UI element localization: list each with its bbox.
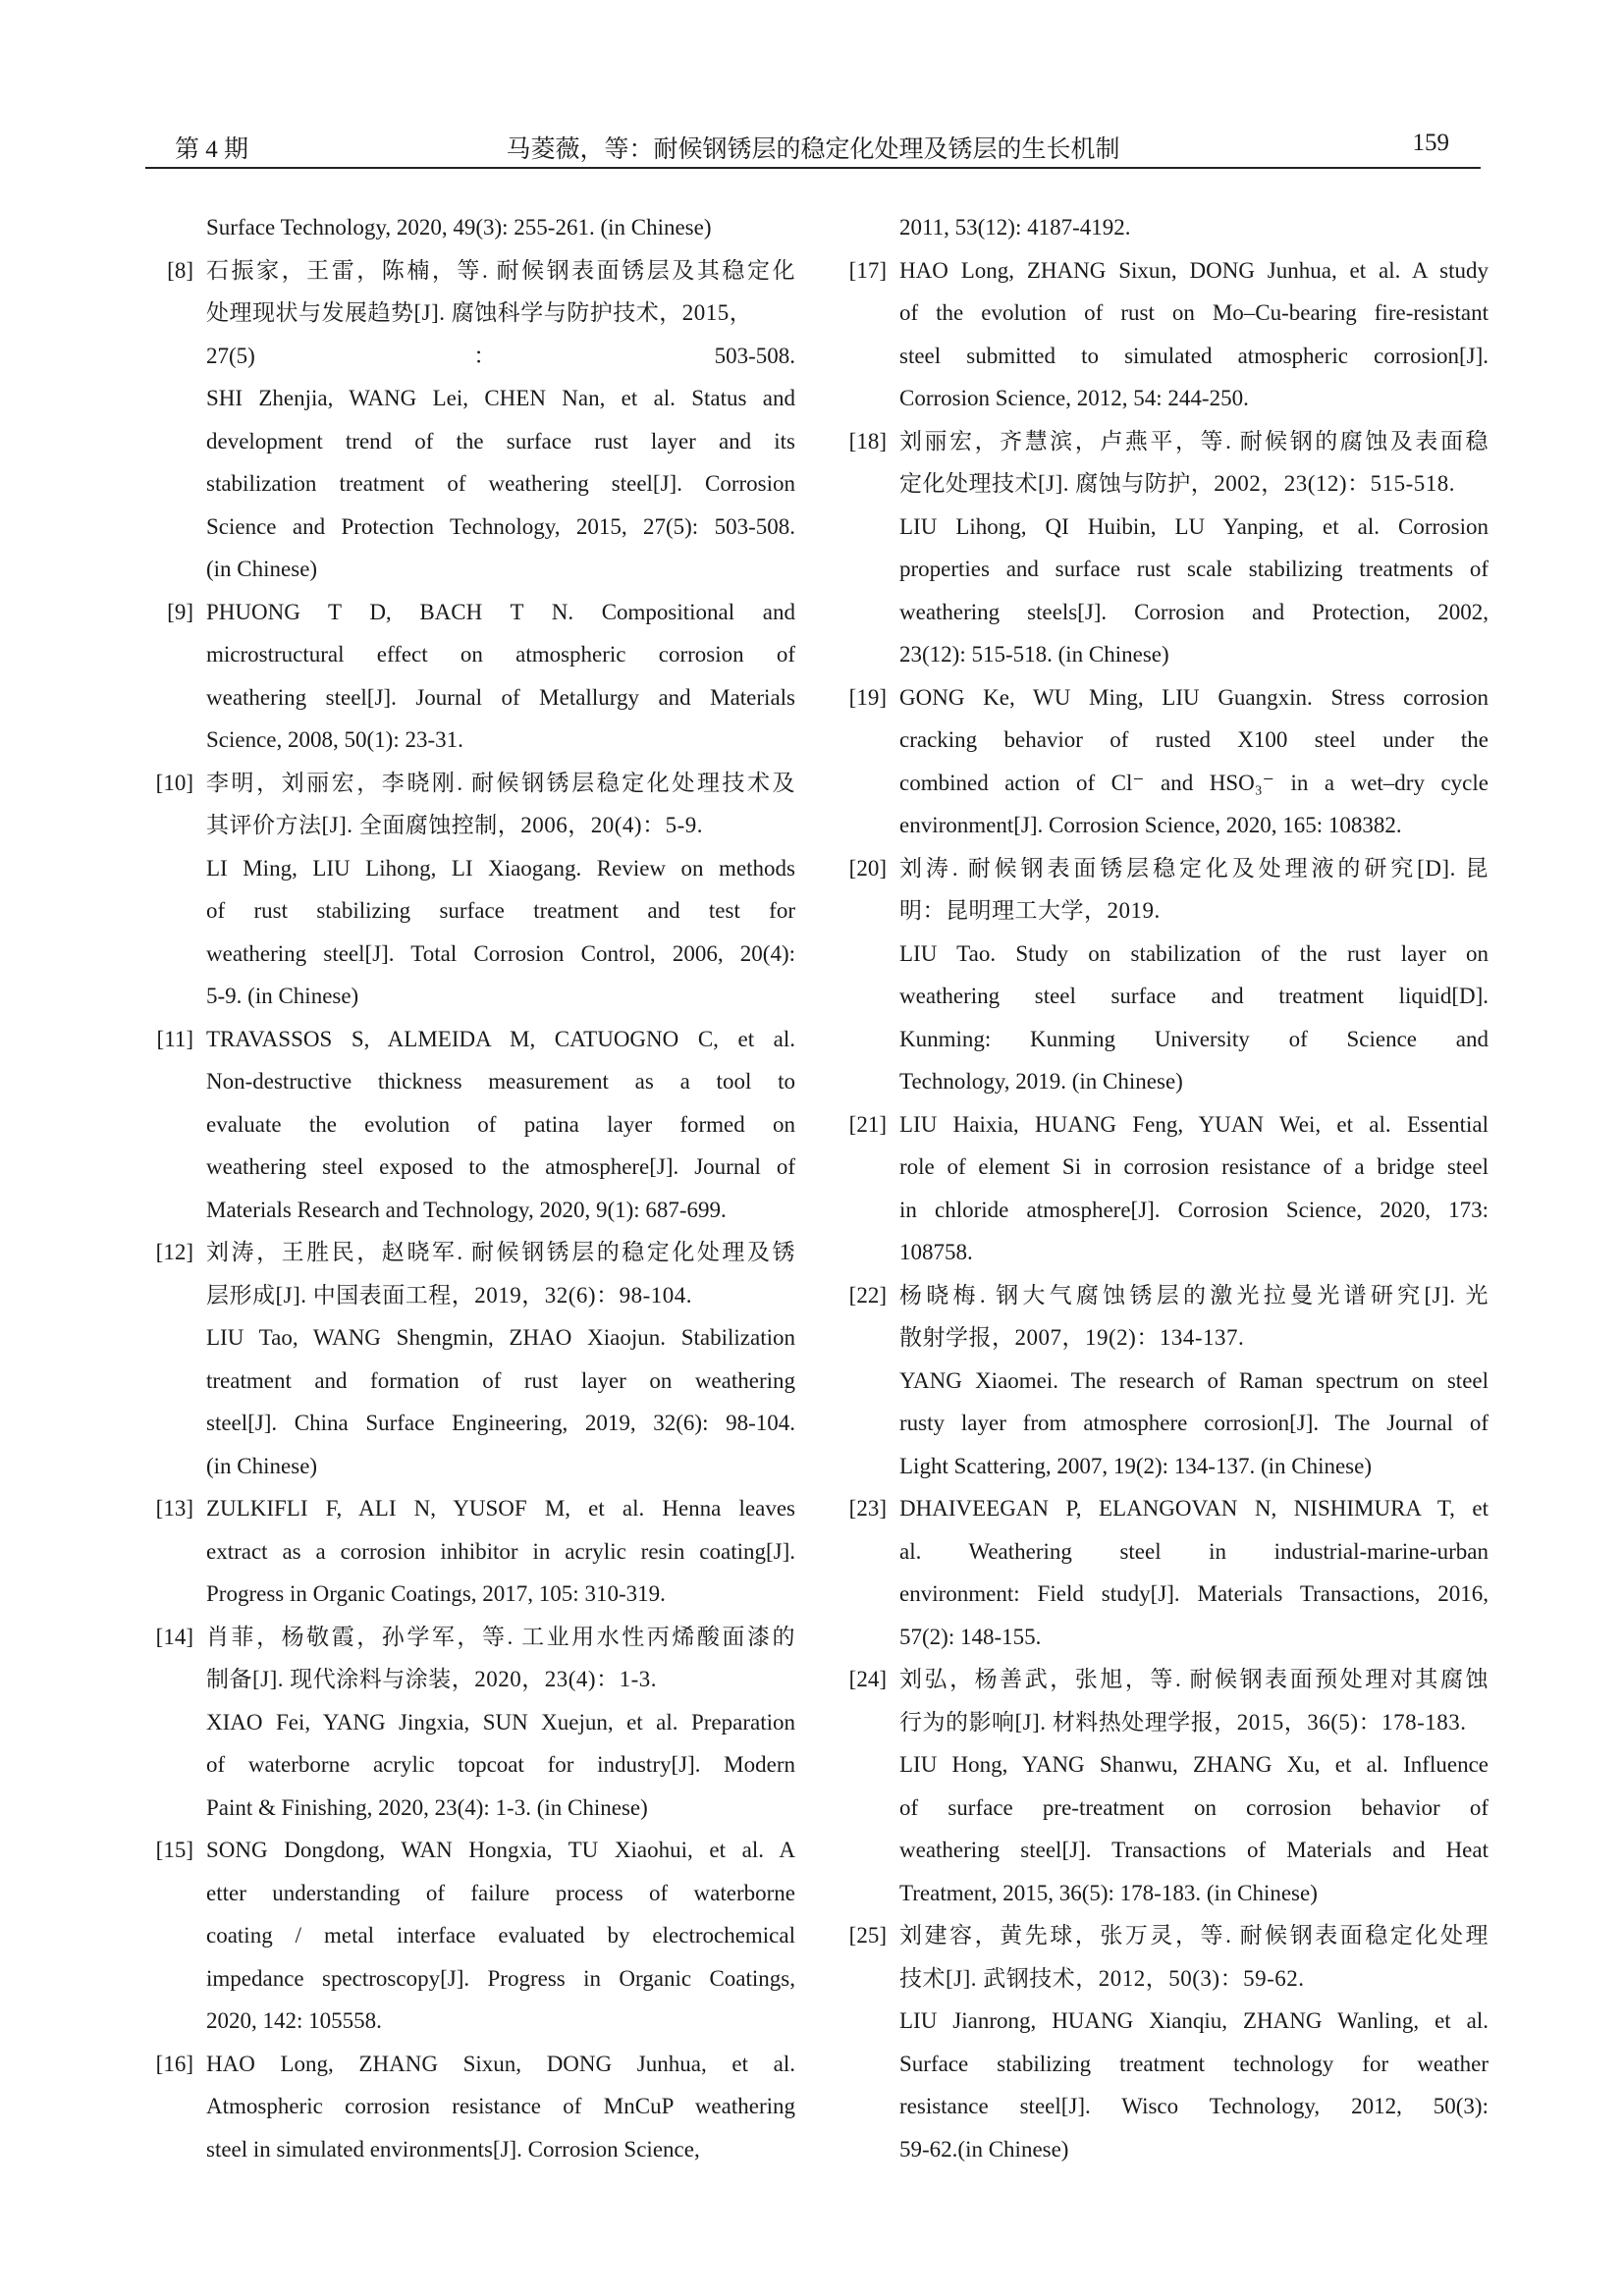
reference-line: LIU Jianrong, HUANG Xianqiu, ZHANG Wanling, et al. [899, 2008, 1489, 2033]
reference-line: weathering steel[J]. Journal of Metallurgy and Materials [206, 684, 795, 710]
reference-line: (in Chinese) [206, 557, 318, 581]
reference-line: steel[J]. China Surface Engineering, 2019, 32(6): 98-104. [206, 1411, 795, 1435]
reference-line: extract as a corrosion inhibitor in acrylic resin coating[J]. [206, 1538, 795, 1564]
reference-line: DHAIVEEGAN P, ELANGOVAN N, NISHIMURA T, et [899, 1496, 1489, 1521]
reference-line: 2020, 142: 105558. [206, 2008, 382, 2033]
reference-line: LI Ming, LIU Lihong, LI Xiaogang. Review on methods [206, 855, 795, 881]
reference-number: [16] [155, 2051, 193, 2076]
reference-line: 石振家，王雷，陈楠，等. 耐候钢表面锈层及其稳定化 [206, 257, 795, 283]
reference-line: in chloride atmosphere[J]. Corrosion Science, 2020, 173: [899, 1197, 1489, 1222]
reference-line: microstructural effect on atmospheric corrosion of [206, 642, 795, 667]
reference-line: Materials Research and Technology, 2020, 9(1): 687-699. [206, 1197, 727, 1222]
reference-line: 杨晓梅. 钢大气腐蚀锈层的激光拉曼光谱研究[J]. 光 [899, 1282, 1489, 1308]
reference-line: cracking behavior of rusted X100 steel under the [899, 727, 1489, 752]
reference-entry [147, 1829, 795, 2043]
reference-entry [840, 420, 1489, 676]
reference-number: [22] [848, 1282, 887, 1308]
reference-entry [840, 249, 1489, 420]
reference-line: 59-62.(in Chinese) [899, 2136, 1069, 2162]
reference-number: [20] [848, 855, 887, 881]
reference-line: Non-destructive thickness measurement as a tool to [206, 1069, 795, 1094]
reference-line: LIU Hong, YANG Shanwu, ZHANG Xu, et al. Influence [899, 1752, 1489, 1777]
reference-line: 刘建容，黄先球，张万灵，等. 耐候钢表面稳定化处理 [899, 1923, 1489, 1948]
reference-entry [840, 1103, 1489, 1274]
reference-entry [840, 676, 1489, 847]
reference-line: 刘涛，王胜民，赵晓军. 耐候钢锈层的稳定化处理及锈 [206, 1240, 795, 1264]
reference-line: TRAVASSOS S, ALMEIDA M, CATUOGNO C, et al. [206, 1026, 795, 1051]
reference-number: [11] [156, 1026, 193, 1051]
reference-number: [17] [848, 257, 887, 283]
reference-line: Kunming: Kunming University of Science and [899, 1026, 1489, 1051]
reference-line: steel submitted to simulated atmospheric corrosion[J]. [899, 343, 1489, 368]
reference-entry [840, 1914, 1489, 2170]
reference-entry [147, 1231, 795, 1487]
reference-line: Surface Technology, 2020, 49(3): 255-261. (in Chinese) [206, 215, 712, 240]
reference-line: Paint & Finishing, 2020, 23(4): 1-3. (in Chinese) [206, 1794, 648, 1820]
reference-line: Corrosion Science, 2012, 54: 244-250. [899, 386, 1249, 410]
reference-line: etter understanding of failure process of waterborne [206, 1880, 795, 1905]
reference-entry [147, 206, 795, 249]
reference-line: role of element Si in corrosion resistance of a bridge steel [899, 1154, 1489, 1179]
reference-line: 定化处理技术[J]. 腐蚀与防护，2002，23(12)：515-518. [899, 471, 1455, 496]
reference-line: HAO Long, ZHANG Sixun, DONG Junhua, et al. [206, 2051, 795, 2076]
reference-line: PHUONG T D, BACH T N. Compositional and [206, 599, 795, 624]
reference-line: XIAO Fei, YANG Jingxia, SUN Xuejun, et al. Preparation [206, 1709, 795, 1735]
reference-line: Treatment, 2015, 36(5): 178-183. (in Chinese) [899, 1880, 1318, 1905]
reference-line: Light Scattering, 2007, 19(2): 134-137. (in Chinese) [899, 1453, 1373, 1478]
reference-number: [10] [155, 770, 193, 795]
running-title: 马菱薇，等：耐候钢锈层的稳定化处理及锈层的生长机制 [506, 136, 1120, 163]
reference-line: 其评价方法[J]. 全面腐蚀控制，2006，20(4)：5-9. [206, 813, 703, 837]
reference-entry [147, 249, 795, 591]
reference-line: 57(2): 148-155. [899, 1624, 1042, 1649]
reference-line: weathering steel[J]. Transactions of Materials and Heat [899, 1838, 1489, 1862]
reference-line: Science and Protection Technology, 2015, 27(5): 503-508. [206, 513, 795, 539]
reference-entry [147, 1616, 795, 1830]
reference-line: 刘丽宏，齐慧滨，卢燕平，等. 耐候钢的腐蚀及表面稳 [899, 428, 1489, 454]
reference-line: weathering steel surface and treatment liquid[D]. [899, 984, 1489, 1008]
reference-number: [15] [155, 1838, 193, 1862]
reference-line: HAO Long, ZHANG Sixun, DONG Junhua, et al. A study [899, 257, 1489, 283]
reference-line: LIU Tao, WANG Shengmin, ZHAO Xiaojun. Stabilization [206, 1325, 795, 1350]
reference-entry [840, 847, 1489, 1103]
reference-line: weathering steels[J]. Corrosion and Protection, 2002, [899, 599, 1489, 624]
reference-number: [19] [848, 684, 887, 710]
reference-number: [14] [155, 1624, 193, 1649]
reference-line: stabilization treatment of weathering steel[J]. Corrosion [206, 471, 795, 496]
reference-line: LIU Lihong, QI Huibin, LU Yanping, et al. Corrosion [899, 513, 1489, 539]
references-left-column [147, 206, 795, 2170]
reference-number: [18] [848, 428, 887, 454]
reference-line: 刘涛. 耐候钢表面锈层稳定化及处理液的研究[D]. 昆 [899, 855, 1489, 881]
reference-line: evaluate the evolution of patina layer formed on [206, 1111, 795, 1137]
reference-line: 108758. [899, 1240, 973, 1264]
reference-entry [147, 2043, 795, 2171]
reference-line: impedance spectroscopy[J]. Progress in Organic Coatings, [206, 1965, 795, 1991]
reference-line: environment[J]. Corrosion Science, 2020, 165: 108382. [899, 813, 1402, 837]
reference-line: combined action of Cl⁻ and HSO₃⁻ in a wet–dry cycle [899, 770, 1489, 795]
reference-line: 27(5)：503-508. [206, 343, 795, 368]
reference-line: SHI Zhenjia, WANG Lei, CHEN Nan, et al. Status and [206, 386, 795, 410]
reference-line: Surface stabilizing treatment technology for weather [899, 2051, 1489, 2076]
reference-line: steel in simulated environments[J]. Corrosion Science, [206, 2136, 700, 2162]
reference-line: LIU Tao. Study on stabilization of the rust layer on [899, 940, 1489, 966]
references-right-column [840, 206, 1489, 2170]
reference-line: treatment and formation of rust layer on weathering [206, 1367, 795, 1393]
reference-line: YANG Xiaomei. The research of Raman spectrum on steel [899, 1367, 1489, 1393]
reference-line: ZULKIFLI F, ALI N, YUSOF M, et al. Henna leaves [206, 1496, 795, 1521]
reference-line: weathering steel[J]. Total Corrosion Control, 2006, 20(4): [206, 940, 795, 966]
reference-line: LIU Haixia, HUANG Feng, YUAN Wei, et al. Essential [899, 1111, 1489, 1137]
reference-line: of rust stabilizing surface treatment and test for [206, 898, 795, 923]
reference-line: rusty layer from atmosphere corrosion[J]. The Journal of [899, 1411, 1489, 1435]
reference-number: [13] [155, 1496, 193, 1521]
reference-entry [147, 1018, 795, 1232]
reference-line: 技术[J]. 武钢技术，2012，50(3)：59-62. [899, 1965, 1305, 1991]
reference-entry [840, 1274, 1489, 1488]
reference-entry [840, 206, 1489, 249]
reference-line: of waterborne acrylic topcoat for industry[J]. Modern [206, 1752, 795, 1777]
reference-line: 层形成[J]. 中国表面工程，2019，32(6)：98-104. [206, 1282, 692, 1308]
reference-line: 刘弘，杨善武，张旭，等. 耐候钢表面预处理对其腐蚀 [899, 1667, 1489, 1691]
page-number: 159 [1412, 130, 1449, 156]
reference-entry [840, 1487, 1489, 1658]
reference-line: resistance steel[J]. Wisco Technology, 2012, 50(3): [899, 2094, 1489, 2118]
reference-line: GONG Ke, WU Ming, LIU Guangxin. Stress corrosion [899, 684, 1489, 710]
reference-number: [21] [848, 1111, 887, 1137]
reference-number: [8] [167, 257, 193, 283]
reference-line: 5-9. (in Chinese) [206, 984, 359, 1008]
reference-number: [23] [848, 1496, 887, 1521]
reference-line: 2011, 53(12): 4187-4192. [899, 215, 1131, 240]
reference-line: 23(12): 515-518. (in Chinese) [899, 642, 1169, 667]
reference-line: 散射学报，2007，19(2)：134-137. [899, 1325, 1245, 1350]
reference-line: Progress in Organic Coatings, 2017, 105: 310-319. [206, 1581, 666, 1606]
reference-entry [147, 762, 795, 1018]
reference-entry [147, 1487, 795, 1616]
reference-number: [24] [848, 1667, 887, 1691]
reference-line: environment: Field study[J]. Materials Transactions, 2016, [899, 1581, 1489, 1606]
reference-line: 肖菲，杨敬霞，孙学军，等. 工业用水性丙烯酸面漆的 [206, 1624, 795, 1649]
issue-number: 第 4 期 [175, 136, 249, 163]
reference-entry [840, 1658, 1489, 1914]
reference-line: 行为的影响[J]. 材料热处理学报，2015，36(5)：178-183. [899, 1709, 1467, 1735]
reference-number: [25] [848, 1923, 887, 1948]
reference-line: al. Weathering steel in industrial-marine-urban [899, 1538, 1489, 1564]
reference-entry [147, 591, 795, 762]
reference-line: 李明，刘丽宏，李晓刚. 耐候钢锈层稳定化处理技术及 [206, 770, 795, 795]
reference-line: (in Chinese) [206, 1453, 318, 1478]
reference-number: [12] [155, 1240, 193, 1264]
reference-line: SONG Dongdong, WAN Hongxia, TU Xiaohui, et al. A [206, 1838, 795, 1862]
reference-line: Atmospheric corrosion resistance of MnCuP weathering [206, 2094, 795, 2118]
reference-line: Science, 2008, 50(1): 23-31. [206, 727, 463, 752]
reference-line: of surface pre-treatment on corrosion behavior of [899, 1794, 1489, 1820]
running-header [145, 126, 1481, 169]
reference-line: properties and surface rust scale stabilizing treatments of [899, 557, 1489, 581]
reference-line: 制备[J]. 现代涂料与涂装，2020，23(4)：1-3. [206, 1667, 657, 1691]
reference-number: [9] [167, 599, 193, 624]
reference-line: Technology, 2019. (in Chinese) [899, 1069, 1183, 1094]
reference-line: weathering steel exposed to the atmosphere[J]. Journal of [206, 1154, 795, 1179]
reference-line: 明：昆明理工大学，2019. [899, 898, 1161, 923]
reference-line: 处理现状与发展趋势[J]. 腐蚀科学与防护技术，2015， [206, 300, 753, 325]
reference-line: of the evolution of rust on Mo–Cu-bearing fire-resistant [899, 300, 1489, 325]
reference-line: development trend of the surface rust layer and its [206, 428, 795, 454]
reference-line: coating / metal interface evaluated by electrochemical [206, 1923, 795, 1948]
